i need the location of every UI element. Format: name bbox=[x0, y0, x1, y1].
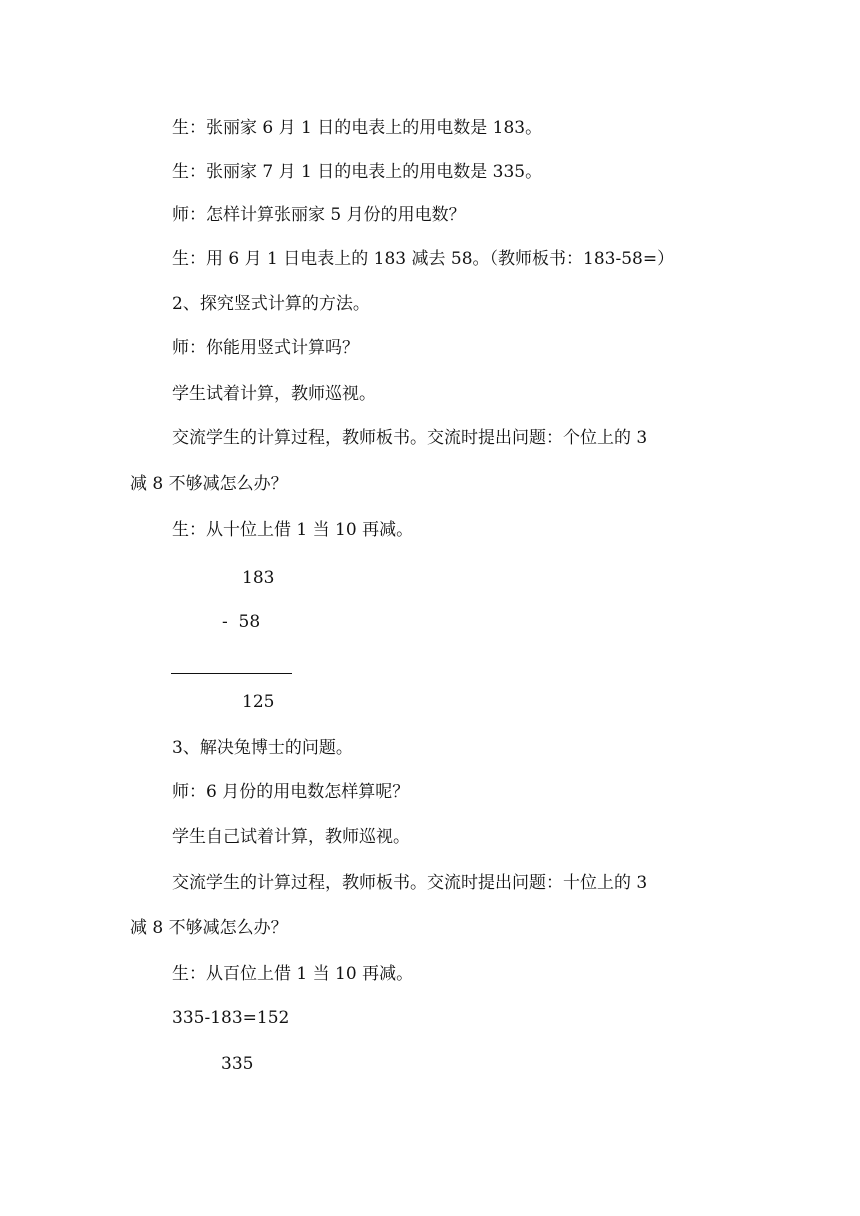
paragraph-line: 交流学生的计算过程，教师板书。交流时提出问题：个位上的 3 bbox=[172, 428, 648, 448]
dialogue-line: 师：你能用竖式计算吗？ bbox=[172, 338, 359, 358]
section-heading: 2、探究竖式计算的方法。 bbox=[172, 294, 370, 314]
dialogue-line: 生：张丽家 7 月 1 日的电表上的用电数是 335。 bbox=[172, 162, 543, 182]
dialogue-line: 生：从百位上借 1 当 10 再减。 bbox=[172, 964, 414, 984]
vertical-calc-minuend: 183 bbox=[242, 568, 275, 588]
paragraph-line: 学生试着计算，教师巡视。 bbox=[172, 384, 376, 404]
dialogue-line: 师：怎样计算张丽家 5 月份的用电数？ bbox=[172, 205, 466, 225]
equation-line: 335-183=152 bbox=[172, 1008, 290, 1028]
vertical-calc-result: 125 bbox=[242, 692, 275, 712]
vertical-calc-subtrahend: - 58 bbox=[222, 612, 261, 632]
vertical-calc-minuend: 335 bbox=[221, 1054, 254, 1074]
paragraph-line: 减 8 不够减怎么办？ bbox=[130, 918, 288, 938]
dialogue-line: 生：用 6 月 1 日电表上的 183 减去 58。（教师板书：183-58=） bbox=[172, 249, 675, 269]
dialogue-line: 生：张丽家 6 月 1 日的电表上的用电数是 183。 bbox=[172, 118, 543, 138]
section-heading: 3、解决兔博士的问题。 bbox=[172, 738, 353, 758]
vertical-calc-rule bbox=[171, 673, 292, 674]
paragraph-line: 学生自己试着计算，教师巡视。 bbox=[172, 827, 410, 847]
dialogue-line: 师：6 月份的用电数怎样算呢？ bbox=[172, 782, 410, 802]
paragraph-line: 交流学生的计算过程，教师板书。交流时提出问题：十位上的 3 bbox=[172, 873, 648, 893]
paragraph-line: 减 8 不够减怎么办？ bbox=[130, 474, 288, 494]
dialogue-line: 生：从十位上借 1 当 10 再减。 bbox=[172, 520, 414, 540]
